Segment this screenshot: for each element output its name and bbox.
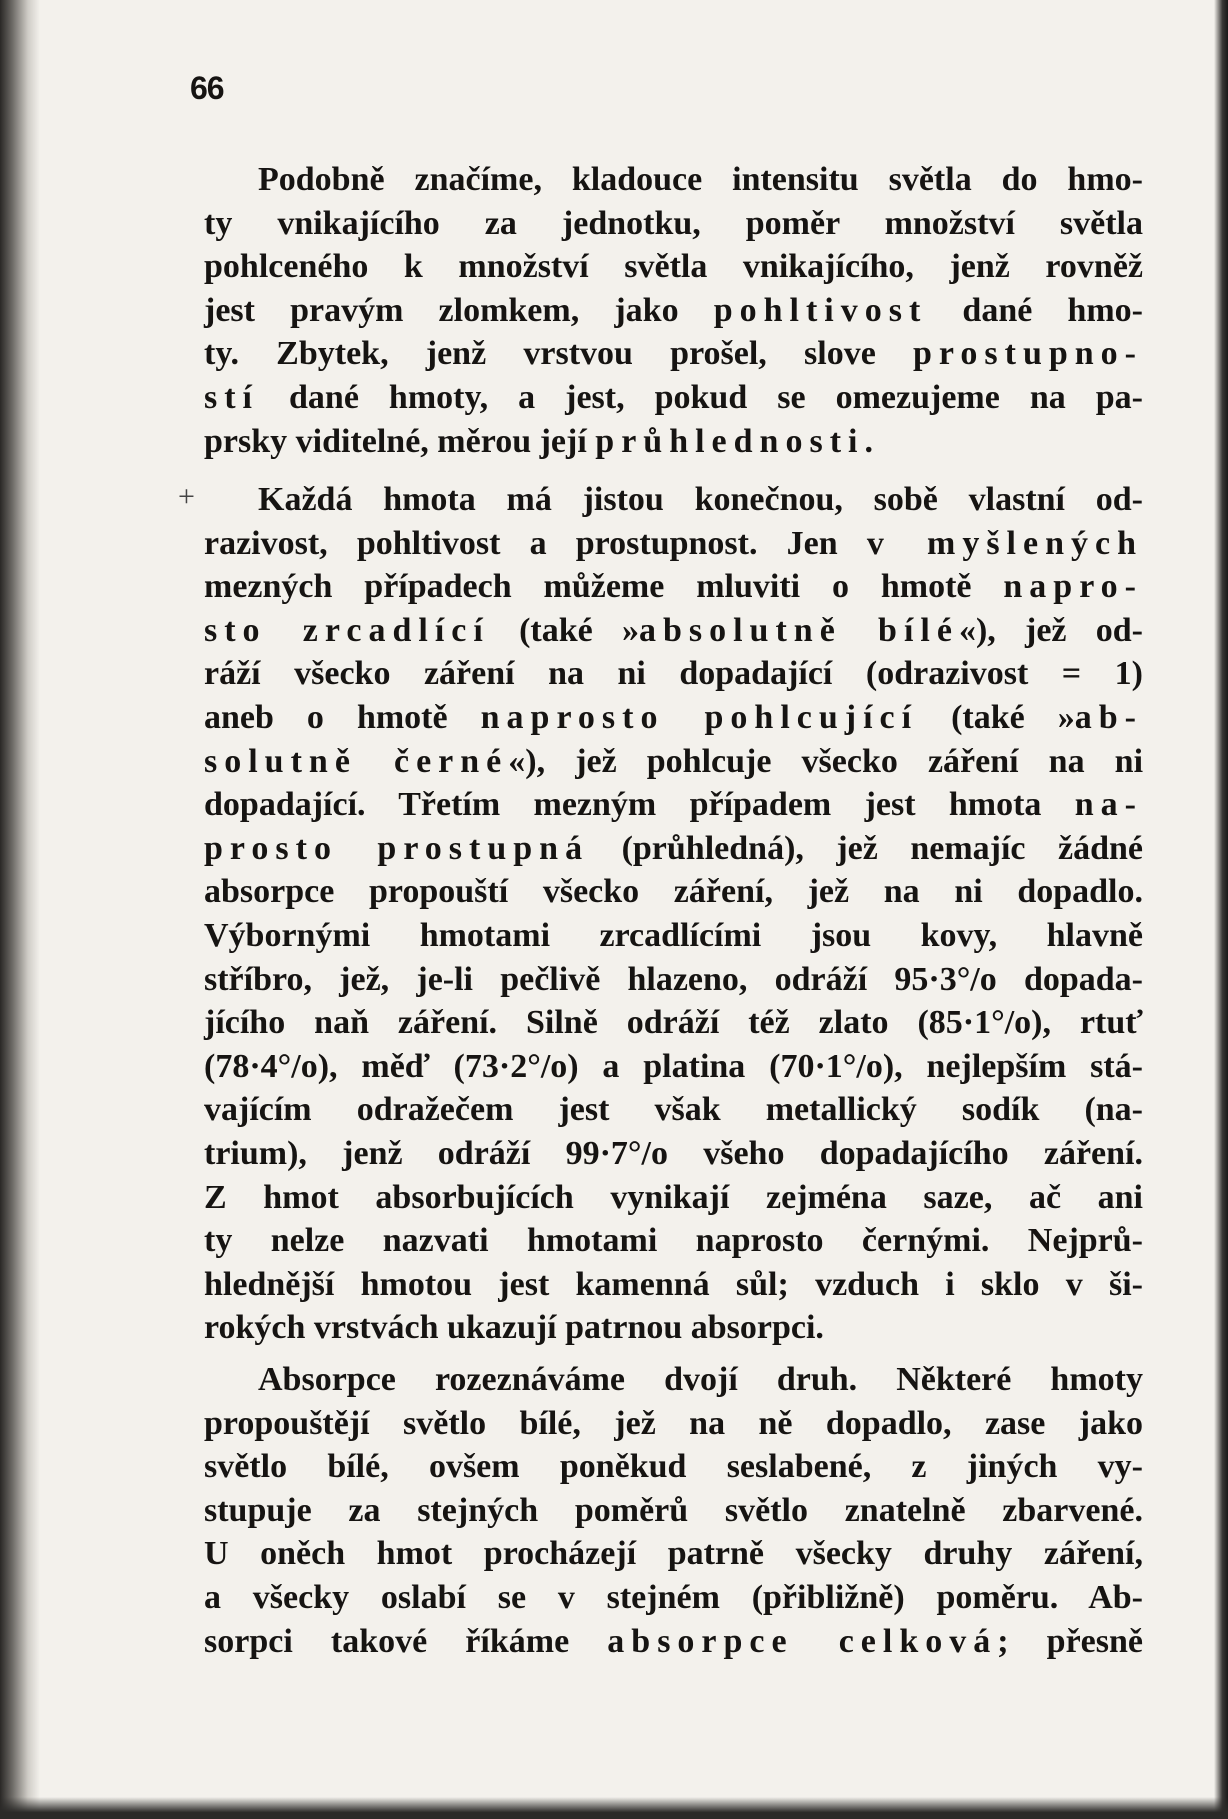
text-run: jest pravým zlomkem, jako [204,291,714,329]
spaced-emphasis: pohltivost [713,291,928,329]
text-run: Z hmot absorbujících vynikají zejména saze, ač ani [204,1178,1143,1216]
text-line [204,742,1143,782]
spaced-emphasis: v myšlených [866,524,1143,562]
text-run: rokých vrstvách ukazují patrnou absorpci. [204,1309,824,1347]
spaced-emphasis: absolutně bílé [638,611,959,649]
spaced-emphasis: prostupno- [913,335,1143,373]
text-run: «), jež pohlcuje všecko záření na ni [508,742,1144,780]
page-edge-right [1214,0,1228,1819]
text-line [258,480,1143,520]
spaced-emphasis: ab- [1074,699,1143,736]
text-run: jícího naň záření. Silně odráží též zlato (85·1°/o), rtuť [204,1004,1143,1042]
spaced-emphasis: průhlednosti. [595,422,880,460]
page-edge-bottom [0,1797,1228,1819]
text-run: (také » [918,699,1075,736]
text-run: Podobně značíme, kladouce intensitu světla do hmo- [258,161,1143,198]
text-run: «), jež od- [958,611,1143,649]
text-line [204,334,1143,374]
text-run: ty nelze nazvati hmotami naprosto černými. Nejprů- [204,1222,1143,1260]
text-line [258,1360,1143,1400]
text-line [204,1134,1143,1174]
spaced-emphasis: sto zrcadlící [204,611,490,649]
text-line [258,160,1143,200]
text-line [204,1578,1143,1618]
page-number: 66 [190,70,224,106]
text-run: propouštějí světlo bílé, jež na ně dopadlo, zase jako [204,1404,1143,1442]
text-line [204,567,1143,607]
text-run: a všecky oslabí se v stejném (přibližně) poměru. Ab- [204,1579,1143,1616]
text-line [204,698,1143,738]
text-line [204,204,1143,244]
spaced-emphasis: prosto prostupná [204,829,590,867]
text-line [204,611,1143,651]
text-line [204,1622,1143,1662]
text-run: dané hmoty, a jest, pokud se omezujeme na pa- [259,379,1143,416]
spaced-emphasis: napro- [1003,568,1143,606]
text-run: pohlceného k množství světla vnikajícího, jenž rovněž [204,248,1143,286]
text-line [204,1308,1143,1348]
text-line [204,916,1143,956]
text-run: absorpce propouští všecko záření, jež na ni dopadlo. [204,873,1143,911]
text-line [204,378,1143,418]
text-run: ty. Zbytek, jenž vrstvou prošel, slove [204,335,913,373]
text-line [204,1047,1143,1087]
marginal-pencil-mark: + [178,480,195,513]
text-line [204,872,1143,912]
text-run: hlednější hmotou jest kamenná sůl; vzduch i sklo v ši- [204,1265,1143,1303]
text-run: ty vnikajícího za jednotku, poměr množství světla [204,204,1143,242]
text-line [204,422,1143,462]
text-run: (78·4°/o), měď (73·2°/o) a platina (70·1°/o), nejlepším stá- [204,1047,1143,1085]
text-run: dopadající. Třetím mezným případem jest hmota [204,786,1075,824]
text-line [204,291,1143,331]
text-run: mezných případech můžeme mluviti o hmotě [204,568,1004,606]
text-run: ; přesně [997,1622,1144,1660]
text-run: aneb o hmotě [204,699,481,736]
spaced-emphasis: stí [204,379,259,416]
text-line [204,1447,1143,1487]
book-binding-shadow [0,0,40,1819]
text-line [204,1003,1143,1043]
text-run: prsky viditelné, měrou její [204,422,596,460]
text-line [204,524,1143,564]
text-run: stříbro, jež, je-li pečlivě hlazeno, odráží 95·3°/o dopada- [204,960,1143,998]
text-run: stupuje za stejných poměrů světlo znatelně zbarvené. [204,1491,1143,1529]
text-run: sorpci takové říkáme [204,1622,608,1660]
text-line [204,1221,1143,1261]
text-line [204,1534,1143,1574]
text-run: trium), jenž odráží 99·7°/o všeho dopadajícího záření. [204,1135,1143,1172]
spaced-emphasis: solutně černé [204,742,509,780]
spaced-emphasis: absorpce celková [607,1622,998,1660]
text-run: Výbornými hmotami zrcadlícími jsou kovy, hlavně [204,917,1143,954]
text-line [204,654,1143,694]
spaced-emphasis: na- [1074,786,1143,824]
text-run: Absorpce rozeznáváme dvojí druh. Některé hmoty [258,1361,1143,1398]
text-run: světlo bílé, ovšem poněkud seslabené, z jiných vy- [204,1448,1143,1486]
text-run: razivost, pohltivost a prostupnost. Jen [204,524,867,562]
text-line [204,960,1143,1000]
text-run: dané hmo- [927,291,1144,329]
text-run: (také » [489,611,639,649]
text-line [204,1404,1143,1444]
text-line [204,1090,1143,1130]
text-run: ráží všecko záření na ni dopadající (odrazivost = 1) [204,655,1143,693]
text-line [204,247,1143,287]
text-line [204,1491,1143,1531]
text-line [204,829,1143,869]
text-run: (průhledná), jež nemajíc žádné [589,829,1143,867]
text-line [204,785,1143,825]
text-run: vajícím odražečem jest však metallický sodík (na- [204,1091,1143,1129]
spaced-emphasis: naprosto pohlcující [480,699,919,736]
text-run: U oněch hmot procházejí patrně všecky druhy záření, [204,1535,1143,1573]
text-line [204,1178,1143,1218]
text-run: Každá hmota má jistou konečnou, sobě vlastní od- [258,481,1143,518]
text-line [204,1265,1143,1305]
